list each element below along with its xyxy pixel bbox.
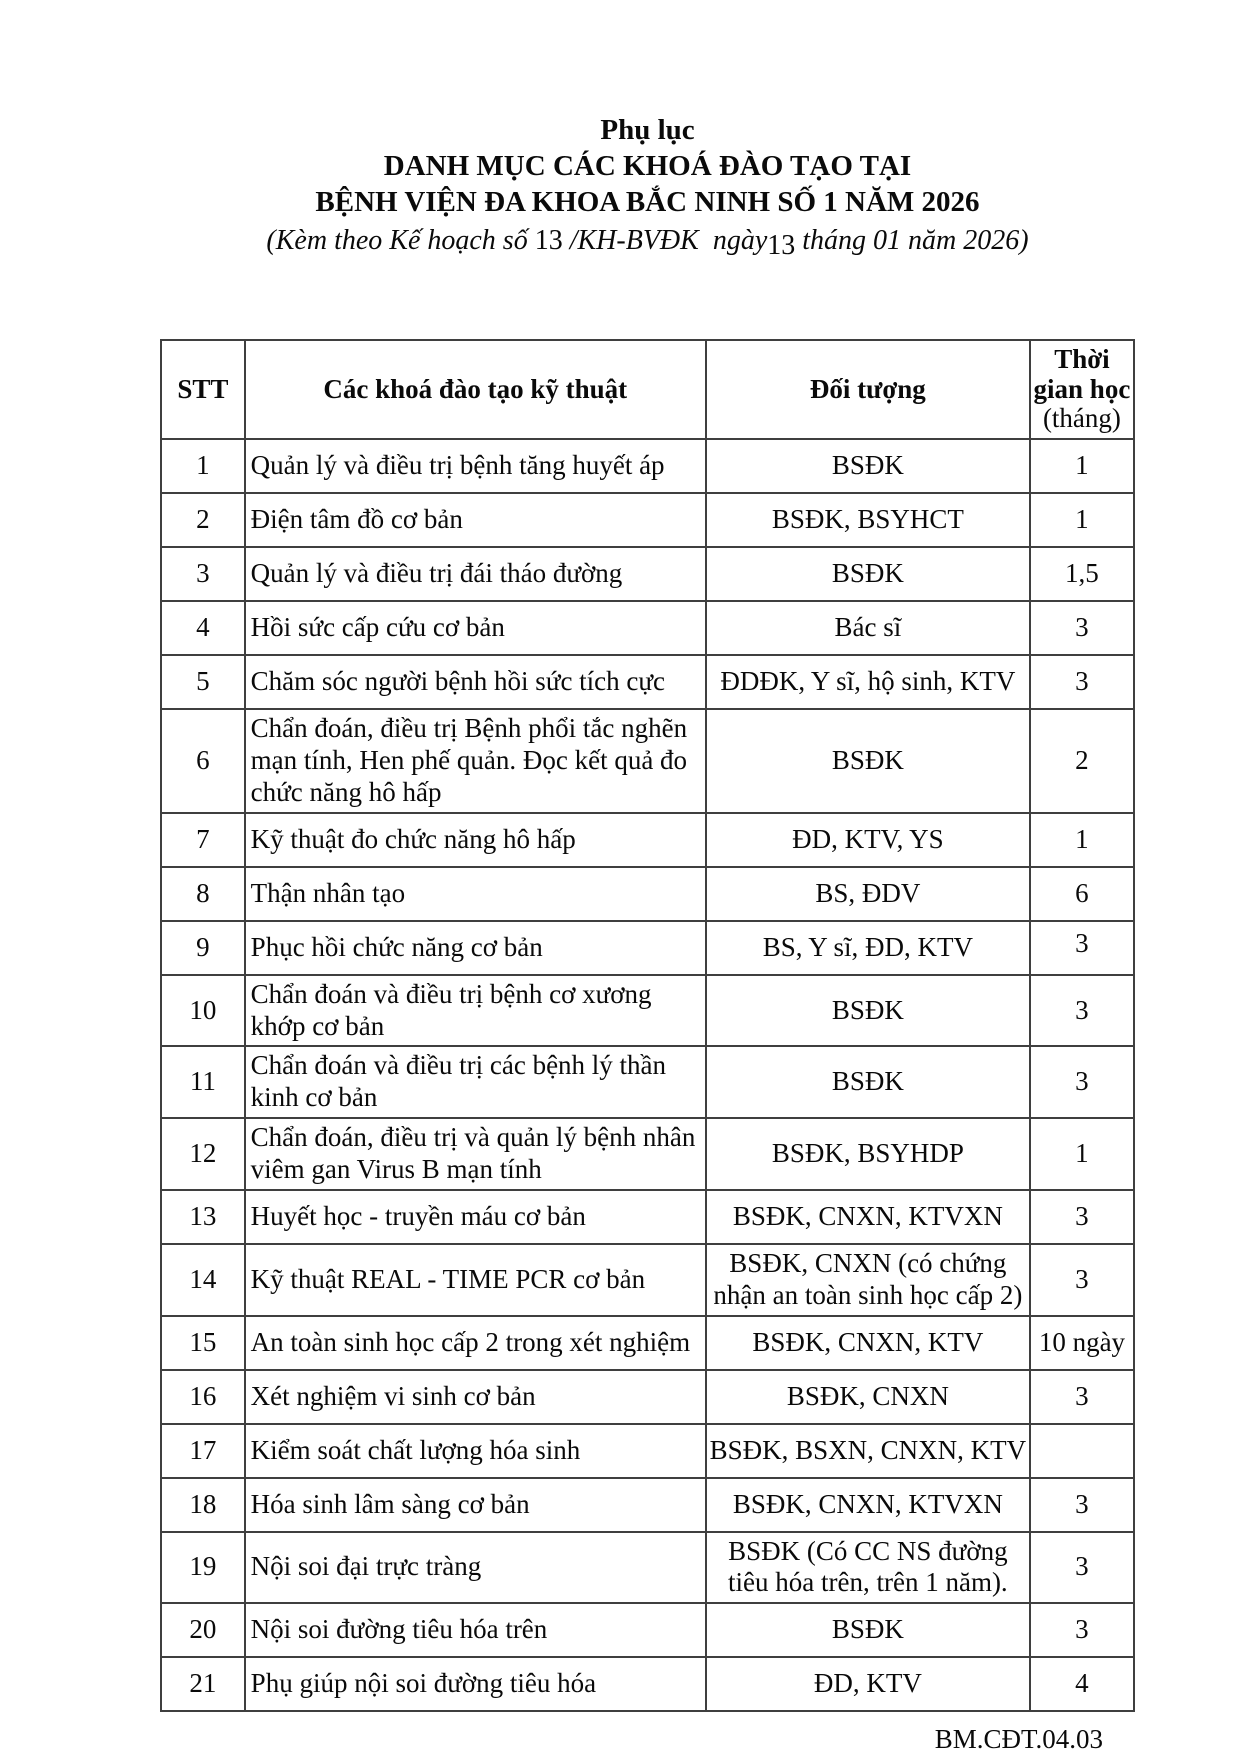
form-code: BM.CĐT.04.03 <box>934 1724 1103 1755</box>
cell-target-audience: ĐD, KTV, YS <box>706 813 1030 867</box>
header-course: Các khoá đào tạo kỹ thuật <box>245 340 706 439</box>
document-subtitle <box>160 223 1135 259</box>
cell-course-name: Kỹ thuật REAL - TIME PCR cơ bản <box>245 1244 706 1316</box>
course-table <box>160 339 1135 1712</box>
cell-duration: 3 <box>1030 1046 1134 1118</box>
cell-stt: 12 <box>161 1118 245 1190</box>
table-row <box>161 709 1134 813</box>
table-row <box>161 1244 1134 1316</box>
cell-stt: 10 <box>161 975 245 1047</box>
table-row <box>161 867 1134 921</box>
cell-duration: 1 <box>1030 493 1134 547</box>
cell-duration: 3 <box>1030 1244 1134 1316</box>
document-title-line1: DANH MỤC CÁC KHOÁ ĐÀO TẠO TẠI <box>383 150 912 182</box>
cell-target-audience: BSĐK, CNXN, KTV <box>706 1316 1030 1370</box>
subtitle-part1: (Kèm theo Kế hoạch số <box>266 225 535 256</box>
header-target: Đối tượng <box>706 340 1030 439</box>
cell-duration: 2 <box>1030 709 1134 813</box>
cell-course-name: Nội soi đại trực tràng <box>245 1532 706 1604</box>
subtitle-part3: tháng 01 năm 2026) <box>795 225 1029 256</box>
cell-stt: 11 <box>161 1046 245 1118</box>
cell-course-name: Điện tâm đồ cơ bản <box>245 493 706 547</box>
cell-target-audience: Bác sĩ <box>706 601 1030 655</box>
table-row <box>161 1046 1134 1118</box>
cell-duration: 3 <box>1030 921 1134 975</box>
cell-course-name: Hồi sức cấp cứu cơ bản <box>245 601 706 655</box>
cell-stt: 1 <box>161 439 245 493</box>
cell-course-name: Huyết học - truyền máu cơ bản <box>245 1190 706 1244</box>
cell-course-name: Nội soi đường tiêu hóa trên <box>245 1603 706 1657</box>
cell-duration: 3 <box>1030 975 1134 1047</box>
cell-target-audience: BSĐK (Có CC NS đường tiêu hóa trên, trên 1 năm). <box>706 1532 1030 1604</box>
cell-stt: 13 <box>161 1190 245 1244</box>
table-row <box>161 1316 1134 1370</box>
cell-stt: 14 <box>161 1244 245 1316</box>
cell-stt: 3 <box>161 547 245 601</box>
cell-stt: 16 <box>161 1370 245 1424</box>
cell-target-audience: BSĐK <box>706 709 1030 813</box>
day-number: 13 <box>767 230 796 261</box>
cell-duration: 1 <box>1030 813 1134 867</box>
cell-stt: 17 <box>161 1424 245 1478</box>
appendix-title: Phụ lục <box>600 114 695 146</box>
table-row <box>161 547 1134 601</box>
cell-course-name: Chẩn đoán, điều trị Bệnh phổi tắc nghẽn mạn tính, Hen phế quản. Đọc kết quả đo chức năng hô hấp <box>245 709 706 813</box>
cell-stt: 9 <box>161 921 245 975</box>
table-row <box>161 921 1134 975</box>
cell-stt: 19 <box>161 1532 245 1604</box>
cell-duration: 10 ngày <box>1030 1316 1134 1370</box>
table-row <box>161 601 1134 655</box>
cell-target-audience: BSĐK <box>706 439 1030 493</box>
cell-duration <box>1030 1424 1134 1478</box>
cell-course-name: An toàn sinh học cấp 2 trong xét nghiệm <box>245 1316 706 1370</box>
table-row <box>161 1424 1134 1478</box>
cell-course-name: Thận nhân tạo <box>245 867 706 921</box>
cell-course-name: Quản lý và điều trị đái tháo đường <box>245 547 706 601</box>
header-duration-main: Thời gian học <box>1033 344 1131 404</box>
table-row <box>161 813 1134 867</box>
title-block <box>160 112 1135 259</box>
cell-duration: 4 <box>1030 1657 1134 1711</box>
cell-duration: 3 <box>1030 1603 1134 1657</box>
cell-duration: 3 <box>1030 1190 1134 1244</box>
cell-stt: 2 <box>161 493 245 547</box>
table-row <box>161 1657 1134 1711</box>
cell-course-name: Chẩn đoán và điều trị các bệnh lý thần kinh cơ bản <box>245 1046 706 1118</box>
cell-course-name: Chẩn đoán, điều trị và quản lý bệnh nhân viêm gan Virus B mạn tính <box>245 1118 706 1190</box>
cell-target-audience: BSĐK <box>706 547 1030 601</box>
header-stt: STT <box>161 340 245 439</box>
table-row <box>161 493 1134 547</box>
cell-target-audience: BSĐK, BSYHCT <box>706 493 1030 547</box>
cell-stt: 18 <box>161 1478 245 1532</box>
cell-duration: 3 <box>1030 655 1134 709</box>
cell-course-name: Kỹ thuật đo chức năng hô hấp <box>245 813 706 867</box>
cell-course-name: Chăm sóc người bệnh hồi sức tích cực <box>245 655 706 709</box>
cell-target-audience: BSĐK, BSYHDP <box>706 1118 1030 1190</box>
cell-stt: 15 <box>161 1316 245 1370</box>
cell-duration: 3 <box>1030 1532 1134 1604</box>
cell-course-name: Chẩn đoán và điều trị bệnh cơ xương khớp cơ bản <box>245 975 706 1047</box>
cell-target-audience: BSĐK, BSXN, CNXN, KTV <box>706 1424 1030 1478</box>
table-row <box>161 1532 1134 1604</box>
plan-number: 13 <box>534 225 563 256</box>
cell-target-audience: BS, ĐDV <box>706 867 1030 921</box>
cell-stt: 8 <box>161 867 245 921</box>
course-table-body <box>161 439 1134 1711</box>
cell-course-name: Kiểm soát chất lượng hóa sinh <box>245 1424 706 1478</box>
table-row <box>161 1190 1134 1244</box>
cell-target-audience: BSĐK, CNXN (có chứng nhận an toàn sinh học cấp 2) <box>706 1244 1030 1316</box>
cell-course-name: Quản lý và điều trị bệnh tăng huyết áp <box>245 439 706 493</box>
table-row <box>161 655 1134 709</box>
cell-duration: 3 <box>1030 1370 1134 1424</box>
cell-course-name: Xét nghiệm vi sinh cơ bản <box>245 1370 706 1424</box>
header-duration-unit: (tháng) <box>1042 403 1121 434</box>
cell-course-name: Hóa sinh lâm sàng cơ bản <box>245 1478 706 1532</box>
cell-stt: 4 <box>161 601 245 655</box>
cell-target-audience: BS, Y sĩ, ĐD, KTV <box>706 921 1030 975</box>
cell-duration: 6 <box>1030 867 1134 921</box>
cell-target-audience: BSĐK <box>706 1046 1030 1118</box>
cell-course-name: Phục hồi chức năng cơ bản <box>245 921 706 975</box>
header-duration <box>1030 340 1134 439</box>
cell-target-audience: BSĐK, CNXN, KTVXN <box>706 1478 1030 1532</box>
table-row <box>161 439 1134 493</box>
cell-target-audience: ĐD, KTV <box>706 1657 1030 1711</box>
cell-target-audience: BSĐK <box>706 975 1030 1047</box>
cell-stt: 6 <box>161 709 245 813</box>
cell-duration: 3 <box>1030 601 1134 655</box>
cell-stt: 7 <box>161 813 245 867</box>
cell-target-audience: BSĐK <box>706 1603 1030 1657</box>
table-row <box>161 1603 1134 1657</box>
table-row <box>161 1118 1134 1190</box>
cell-duration: 1 <box>1030 439 1134 493</box>
cell-stt: 21 <box>161 1657 245 1711</box>
cell-target-audience: ĐDĐK, Y sĩ, hộ sinh, KTV <box>706 655 1030 709</box>
cell-duration: 1 <box>1030 1118 1134 1190</box>
cell-stt: 20 <box>161 1603 245 1657</box>
course-table-header <box>161 340 1134 439</box>
cell-duration: 3 <box>1030 1478 1134 1532</box>
cell-target-audience: BSĐK, CNXN <box>706 1370 1030 1424</box>
cell-target-audience: BSĐK, CNXN, KTVXN <box>706 1190 1030 1244</box>
table-row <box>161 975 1134 1047</box>
table-row <box>161 1478 1134 1532</box>
header-row <box>161 340 1134 439</box>
subtitle-part2: /KH-BVĐK ngày <box>562 225 768 256</box>
cell-stt: 5 <box>161 655 245 709</box>
document-title-line2: BỆNH VIỆN ĐA KHOA BẮC NINH SỐ 1 NĂM 2026 <box>315 186 980 218</box>
cell-course-name: Phụ giúp nội soi đường tiêu hóa <box>245 1657 706 1711</box>
cell-duration: 1,5 <box>1030 547 1134 601</box>
table-row <box>161 1370 1134 1424</box>
